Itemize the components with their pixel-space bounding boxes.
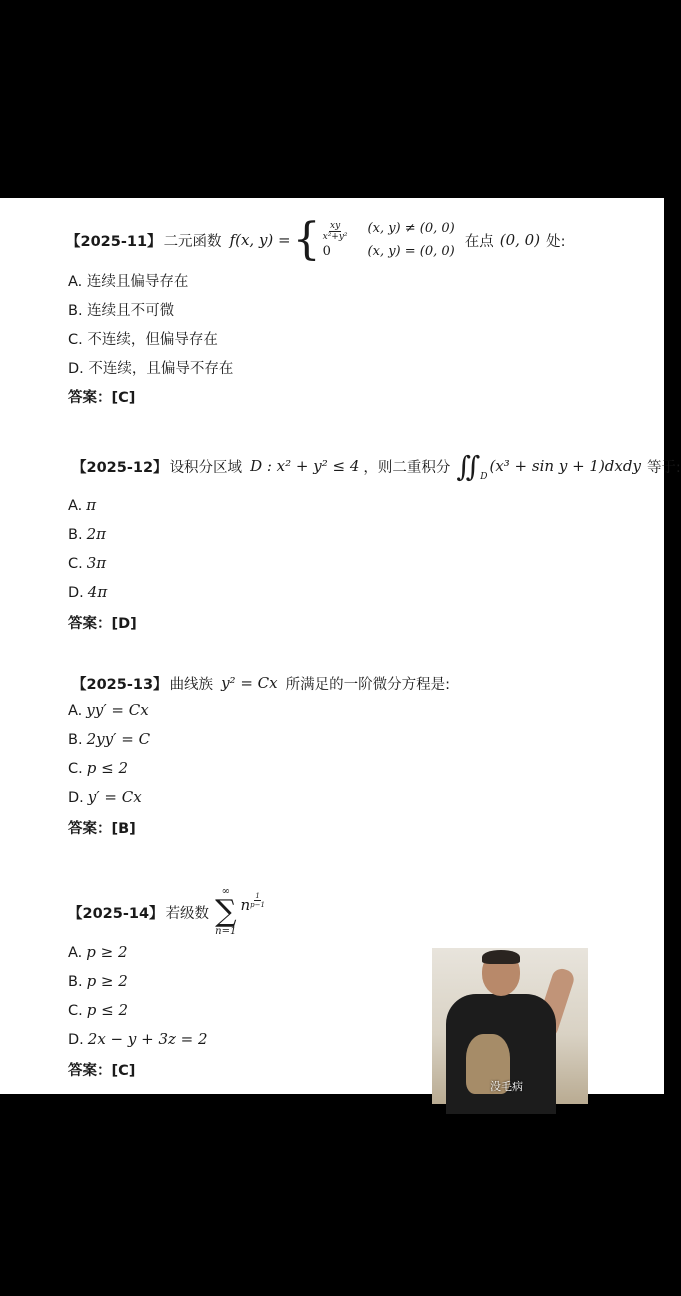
question-2025-11-stem bbox=[66, 216, 565, 264]
question-2025-14-stem bbox=[68, 884, 265, 940]
question-tag: 【2025-13】 bbox=[72, 676, 168, 693]
summation bbox=[215, 887, 236, 937]
stem-suffix: 处: bbox=[546, 233, 566, 250]
option-b: B. 2π bbox=[68, 525, 106, 543]
stem-prefix: 曲线族 bbox=[169, 676, 214, 693]
sum-upper: ∞ bbox=[221, 886, 230, 897]
stem-suffix: 等于: bbox=[646, 459, 681, 476]
sum-lower: n=1 bbox=[215, 926, 237, 937]
option-b: B. 连续且不可微 bbox=[68, 303, 175, 319]
option-a: A. p ≥ 2 bbox=[68, 943, 128, 961]
option-a: A. π bbox=[68, 496, 97, 514]
stem-prefix: 若级数 bbox=[165, 905, 210, 922]
stem-suffix: 在点 bbox=[464, 233, 494, 250]
option-b: B. 2yy′ = C bbox=[68, 730, 151, 748]
option-c: C. p ≤ 2 bbox=[68, 1001, 128, 1019]
option-c: C. p ≤ 2 bbox=[68, 759, 128, 777]
answer: 答案：[B] bbox=[68, 821, 136, 837]
option-d: D. 4π bbox=[68, 583, 108, 601]
point: (0, 0) bbox=[499, 231, 541, 249]
option-d: D. 2x − y + 3z = 2 bbox=[68, 1030, 208, 1048]
question-tag: 【2025-12】 bbox=[72, 459, 168, 476]
sum-term: n bbox=[240, 896, 251, 914]
region: D : x² + y² ≤ 4 bbox=[250, 457, 360, 475]
question-2025-13-stem bbox=[72, 672, 450, 694]
integrand: (x³ + sin y + 1)dxdy bbox=[489, 457, 641, 475]
sum-sign: ∑ bbox=[215, 894, 237, 929]
person-hair bbox=[482, 950, 520, 964]
curve-equation: y² = Cx bbox=[221, 674, 278, 692]
reaction-video-overlay[interactable] bbox=[432, 948, 588, 1104]
option-a: A. yy′ = Cx bbox=[68, 701, 149, 719]
overlay-caption: 没毛病 bbox=[490, 1080, 523, 1093]
question-tag: 【2025-14】 bbox=[68, 905, 164, 922]
stem-mid: ，则二重积分 bbox=[363, 459, 451, 476]
answer: 答案：[C] bbox=[68, 1063, 136, 1079]
case1-condition: (x, y) ≠ (0, 0) bbox=[367, 221, 455, 236]
question-tag: 【2025-11】 bbox=[66, 233, 162, 250]
piecewise-cases bbox=[323, 221, 455, 259]
stem-prefix: 二元函数 bbox=[163, 233, 222, 250]
option-c: C. 3π bbox=[68, 554, 107, 572]
stem-prefix: 设积分区域 bbox=[169, 459, 243, 476]
option-d: D. 不连续，且偏导不存在 bbox=[68, 361, 234, 377]
case2-value: 0 bbox=[322, 244, 331, 259]
question-2025-12-stem bbox=[72, 446, 681, 486]
answer: 答案：[D] bbox=[68, 616, 137, 632]
option-b: B. p ≥ 2 bbox=[68, 972, 128, 990]
case1-fraction: $\frac{xy}{\text{x²+y²}}$ bbox=[322, 221, 348, 242]
case2-condition: (x, y) = (0, 0) bbox=[367, 244, 455, 259]
answer: 答案：[C] bbox=[68, 390, 136, 406]
option-a: A. 连续且偏导存在 bbox=[68, 274, 189, 290]
stem-suffix: 所满足的一阶微分方程是: bbox=[285, 676, 450, 693]
cases-brace: { bbox=[292, 214, 321, 265]
double-integral-sign: ∬ bbox=[456, 449, 481, 483]
function-def: f(x, y) = bbox=[229, 231, 291, 249]
term-exponent: $\frac{1}{p-1}$ bbox=[250, 892, 265, 909]
option-d: D. y′ = Cx bbox=[68, 788, 142, 806]
integral-subscript: D bbox=[480, 472, 488, 482]
option-c: C. 不连续，但偏导存在 bbox=[68, 332, 218, 348]
